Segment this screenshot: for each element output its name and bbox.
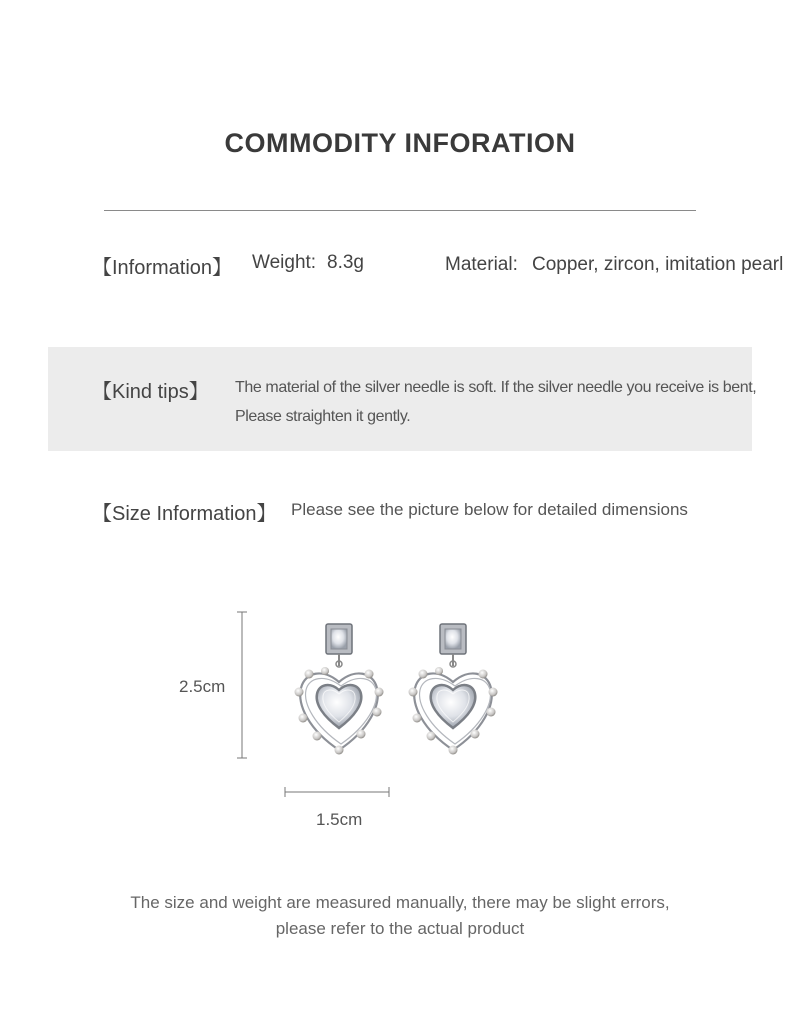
kind-tips-line-1: The material of the silver needle is soft. If the silver needle you receive is bent, <box>235 379 757 396</box>
kind-tips-text <box>235 373 757 431</box>
dimension-diagram <box>0 600 800 820</box>
width-dimension-label: 1.5cm <box>316 810 363 829</box>
earring-left-image <box>295 624 384 755</box>
kind-tips-label: 【Kind tips】 <box>92 381 209 403</box>
height-dimension-line <box>237 612 247 758</box>
size-information-label: 【Size Information】 <box>92 503 277 525</box>
title-divider <box>104 210 696 211</box>
material-value: Copper, zircon, imitation pearl <box>532 254 784 275</box>
measurement-note-line-2: please refer to the actual product <box>275 919 525 938</box>
earring-right-image <box>409 624 498 755</box>
measurement-note <box>0 890 800 942</box>
information-label: 【Information】 <box>92 257 233 279</box>
weight-label: Weight: <box>252 252 317 273</box>
height-dimension-label: 2.5cm <box>179 677 226 696</box>
page-title: COMMODITY INFORATION <box>224 128 576 158</box>
weight-value: 8.3g <box>327 252 364 273</box>
kind-tips-line-2: Please straighten it gently. <box>235 408 411 425</box>
material-label: Material: <box>445 254 518 275</box>
measurement-note-line-1: The size and weight are measured manually, there may be slight errors, <box>130 893 670 912</box>
width-dimension-line <box>285 787 389 797</box>
size-information-description: Please see the picture below for detailed dimensions <box>291 500 688 519</box>
